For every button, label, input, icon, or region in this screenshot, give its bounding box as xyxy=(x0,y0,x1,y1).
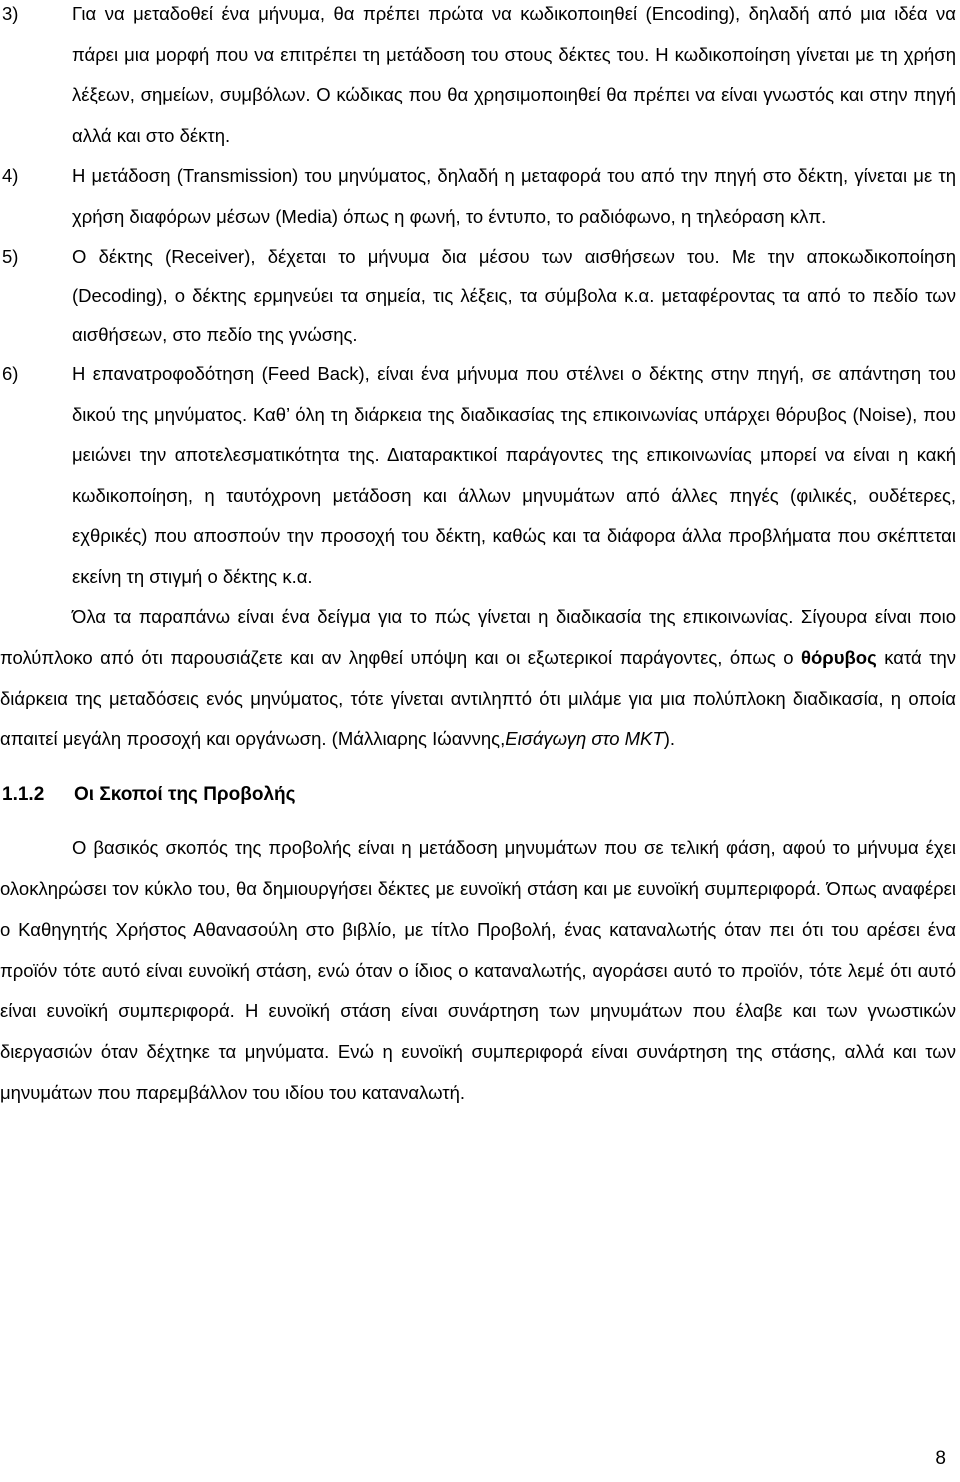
section-paragraph-text: Ο βασικός σκοπός της προβολής είναι η μετάδοση μηνυμάτων που σε τελική φάση, αφού το μήνυμα έχει ολοκληρώσει τον κύκλο του, θα δημιουργήσει δέκτες με ευνοϊκή στάση και με ευνοϊκή συμπεριφορά. Όπως αναφέρει ο Καθηγητής Χρήστος Αθανασούλη στο βιβλίο, με τίτλο Προβολή, ένας καταναλωτής όταν πει ότι του αρέσει ένα προϊόν τότε αυτό είναι ευνοϊκή στάση, ενώ όταν ο ίδιος ο καταναλωτής, αγοράσει αυτό το προϊόν, τότε λεμέ ότι αυτό είναι ευνοϊκή συμπεριφορά. Η ευνοϊκή στάση είναι συνάρτηση των μηνυμάτων που έλαβε και των γνωστικών διεργασιών όταν δέχτηκε τα μηνύματα. Ενώ η ευνοϊκή συμπεριφορά είναι συνάρτηση της στάσης, αλλά και των μηνυμάτων που παρεμβάλλον του ιδίου του καταναλωτή. xyxy=(0,837,956,1103)
list-item-number: 3) xyxy=(2,3,19,24)
list-item-text: Ο δέκτης (Receiver), δέχεται το μήνυμα δια μέσου των αισθήσεων του. Με την αποκωδικοποίηση (Decoding), ο δέκτης ερμηνεύει τα σημεία, τις λέξεις, τα σύμβολα κ.α. μεταφέροντας τα από το πεδίο των αισθήσεων, στο πεδίο της γνώσης. xyxy=(72,246,956,345)
summary-text-part1: Όλα τα παραπάνω είναι ένα δείγμα για το πώς γίνεται η διαδικασία της επικοινωνίας. Σίγουρα είναι ποιο πολύπλοκο από ότι παρουσιάζετε και αν ληφθεί υπόψη και οι εξωτερικοί παράγοντες, όπως ο xyxy=(0,606,956,668)
section-heading xyxy=(0,780,960,810)
section-heading-number: 1.1.2 xyxy=(2,784,45,806)
list-item-number: 6) xyxy=(2,363,19,384)
section-paragraph xyxy=(0,828,960,1114)
list-item-text: Η επανατροφοδότηση (Feed Back), είναι ένα μήνυμα που στέλνει ο δέκτης στην πηγή, σε απάντηση του δικού της μηνύματος. Καθ’ όλη τη διάρκεια της διαδικασίας της επικοινωνίας υπάρχει θόρυβος (Noise), που μειώνει την αποτελεσματικότητα της. Διαταρακτικοί παράγοντες της επικοινωνίας μπορεί να είναι η κακή κωδικοποίηση, η ταυτόχρονη μετάδοση και άλλων μηνυμάτων από άλλες πηγές (φιλικές, ουδέτερες, εχθρικές) που αποσπούν την προσοχή του δέκτη, καθώς και τα διάφορα άλλα προβλήματα που σκέπτεται εκείνη τη στιγμή ο δέκτης κ.α. xyxy=(72,363,956,587)
list-item xyxy=(0,156,960,237)
list-item xyxy=(0,354,960,597)
summary-paragraph xyxy=(0,597,960,760)
list-item xyxy=(0,0,960,156)
list-item-text: Για να μεταδοθεί ένα μήνυμα, θα πρέπει πρώτα να κωδικοποιηθεί (Encoding), δηλαδή από μια ιδέα να πάρει μια μορφή που να επιτρέπει τη μετάδοση του στους δέκτες του. Η κωδικοποίηση γίνεται με τη χρήση λέξεων, σημείων, συμβόλων. Ο κώδικας που θα χρησιμοποιηθεί θα πρέπει να είναι γνωστός και στην πηγή αλλά και στο δέκτη. xyxy=(72,3,956,146)
page-number: 8 xyxy=(935,1448,946,1469)
summary-text-part2: κατά την διάρκεια της μεταδόσεις ενός μηνύματος, τότε γίνεται αντιληπτό ότι μιλάμε για μια πολύπλοκη διαδικασία, η οποία απαιτεί μεγάλη προσοχή και οργάνωση. (Μάλλιαρης Ιώαννης, xyxy=(0,646,956,750)
list-item xyxy=(0,237,960,354)
list-item-number: 4) xyxy=(2,165,19,186)
summary-italic-citation: Εισάγωγη στο ΜΚΤ xyxy=(505,728,664,750)
summary-text-part3: ). xyxy=(663,728,675,750)
list-item-text: Η μετάδοση (Transmission) του μηνύματος, δηλαδή η μεταφορά του από την πηγή στο δέκτη, γίνεται με τη χρήση διαφόρων μέσων (Media) όπως η φωνή, το έντυπο, το ραδιόφωνο, η τηλεόραση κλπ. xyxy=(72,165,956,227)
section-heading-title: Οι Σκοποί της Προβολής xyxy=(74,784,296,806)
list-item-number: 5) xyxy=(2,246,19,267)
summary-bold-term: θόρυβος xyxy=(801,646,877,668)
